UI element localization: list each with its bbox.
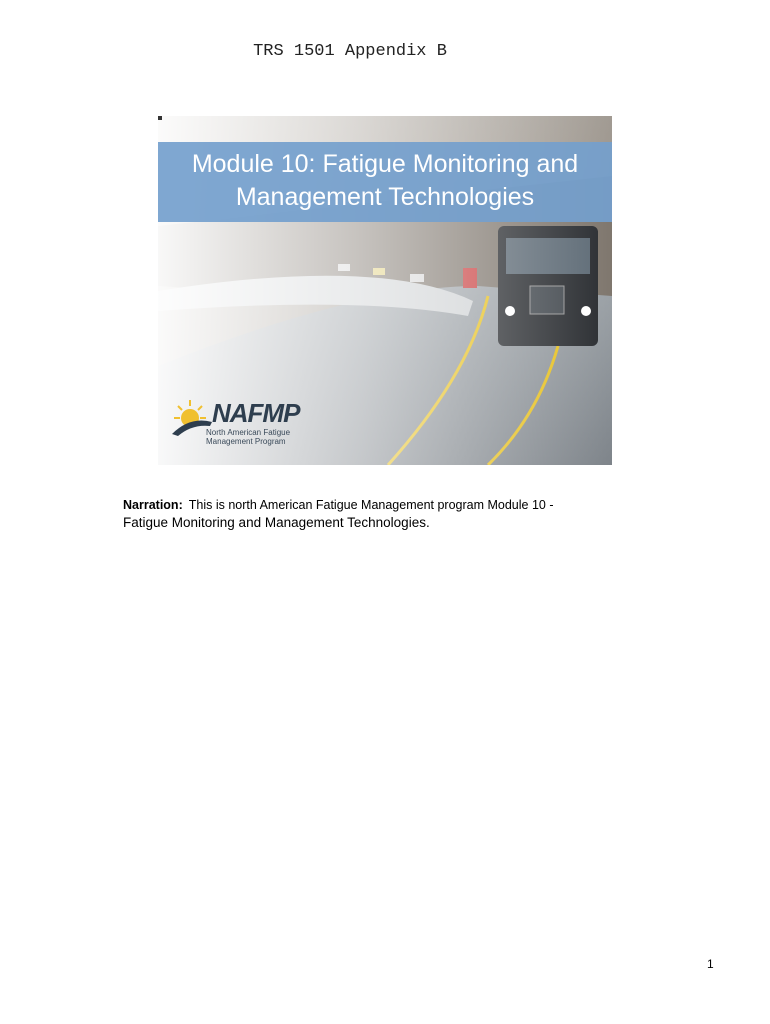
- slide-title-line-2: Management Technologies: [235, 183, 535, 211]
- logo-wordmark: NAFMP: [212, 398, 300, 428]
- narration-block: [123, 496, 643, 532]
- slide-title-line-1: Module 10: Fatigue Monitoring and: [191, 150, 579, 178]
- slide-title: [158, 148, 612, 214]
- slide-image: [158, 116, 612, 465]
- slide-anchor-marker: [158, 116, 162, 120]
- narration-text-line-2: Fatigue Monitoring and Management Technologies.: [123, 515, 430, 530]
- logo-subtitle: [206, 428, 290, 446]
- logo-subtitle-line-1: North American Fatigue: [206, 428, 291, 437]
- document-header: TRS 1501 Appendix B: [253, 42, 447, 61]
- narration-text-line-1: This is north American Fatigue Management program Module 10 -: [188, 498, 554, 512]
- nafmp-logo: [170, 394, 310, 454]
- page-number: 1: [707, 957, 714, 971]
- narration-label: Narration:: [123, 498, 183, 512]
- logo-subtitle-line-2: Management Program: [206, 437, 286, 446]
